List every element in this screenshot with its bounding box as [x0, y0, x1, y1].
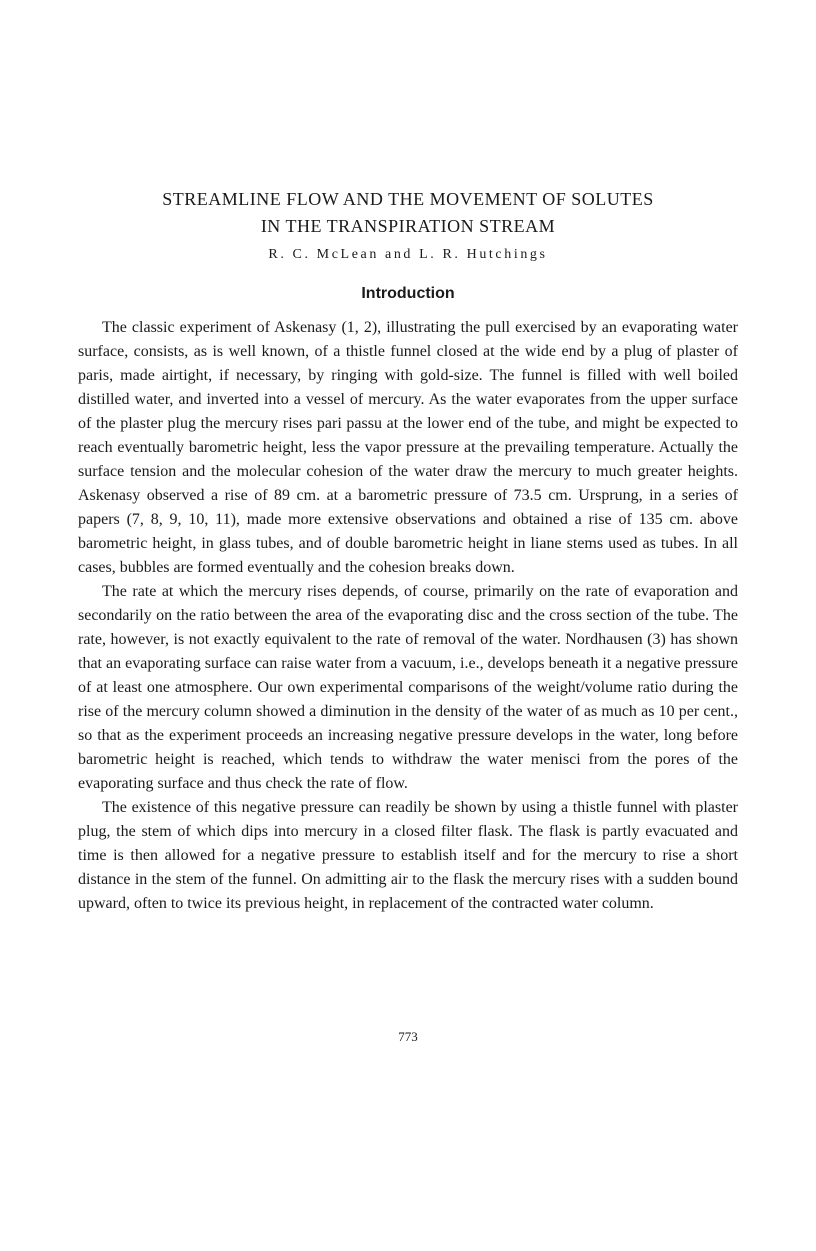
- section-heading: Introduction: [361, 285, 455, 302]
- article-title: [60, 186, 756, 240]
- article-authors: R. C. McLean and L. R. Hutchings: [268, 247, 548, 262]
- page-number: 773: [398, 1029, 418, 1044]
- title-line-1: STREAMLINE FLOW AND THE MOVEMENT OF SOLUTES: [162, 189, 654, 209]
- title-line-2: IN THE TRANSPIRATION STREAM: [260, 216, 556, 236]
- paragraph-1: The classic experiment of Askenasy (1, 2), illustrating the pull exercised by an evaporating water surface, consists, as is well known, of a thistle funnel closed at the wide end by a plug of plaster of paris, made airtight, if necessary, by ringing with gold-size. The funnel is filled with well boiled distilled water, and inverted into a vessel of mercury. As the water evaporates from the upper surface of the plaster plug the mercury rises pari passu at the lower end of the tube, and might be expected to reach eventually barometric height, less the vapor pressure at the prevailing temperature. Actually the surface tension and the molecular cohesion of the water draw the mercury to much greater heights. Askenasy observed a rise of 89 cm. at a barometric pressure of 73.5 cm. Ursprung, in a series of papers (7, 8, 9, 10, 11), made more extensive observations and obtained a rise of 135 cm. above barometric height, in glass tubes, and of double barometric height in liane stems used as tubes. In all cases, bubbles are formed eventually and the cohesion breaks down.: [78, 319, 738, 576]
- paragraph-2: The rate at which the mercury rises depends, of course, primarily on the rate of evaporation and secondarily on the ratio between the area of the evaporating disc and the cross section of the tube. The rate, however, is not exactly equivalent to the rate of removal of the water. Nordhausen (3) has shown that an evaporating surface can raise water from a vacuum, i.e., develops beneath it a negative pressure of at least one atmosphere. Our own experimental comparisons of the weight/volume ratio during the rise of the mercury column showed a diminution in the density of the water of as much as 10 per cent., so that as the experiment proceeds an increasing negative pressure develops in the water, long before barometric height is reached, which tends to withdraw the water menisci from the pores of the evaporating surface and thus check the rate of flow.: [78, 583, 738, 792]
- paragraph-3: The existence of this negative pressure can readily be shown by using a thistle funnel with plaster plug, the stem of which dips into mercury in a closed filter flask. The flask is partly evacuated and time is then allowed for a negative pressure to establish itself and for the mercury to rise a short distance in the stem of the funnel. On admitting air to the flask the mercury rises with a sudden bound upward, often to twice its previous height, in replacement of the contracted water column.: [78, 799, 738, 912]
- article-body: [78, 316, 738, 916]
